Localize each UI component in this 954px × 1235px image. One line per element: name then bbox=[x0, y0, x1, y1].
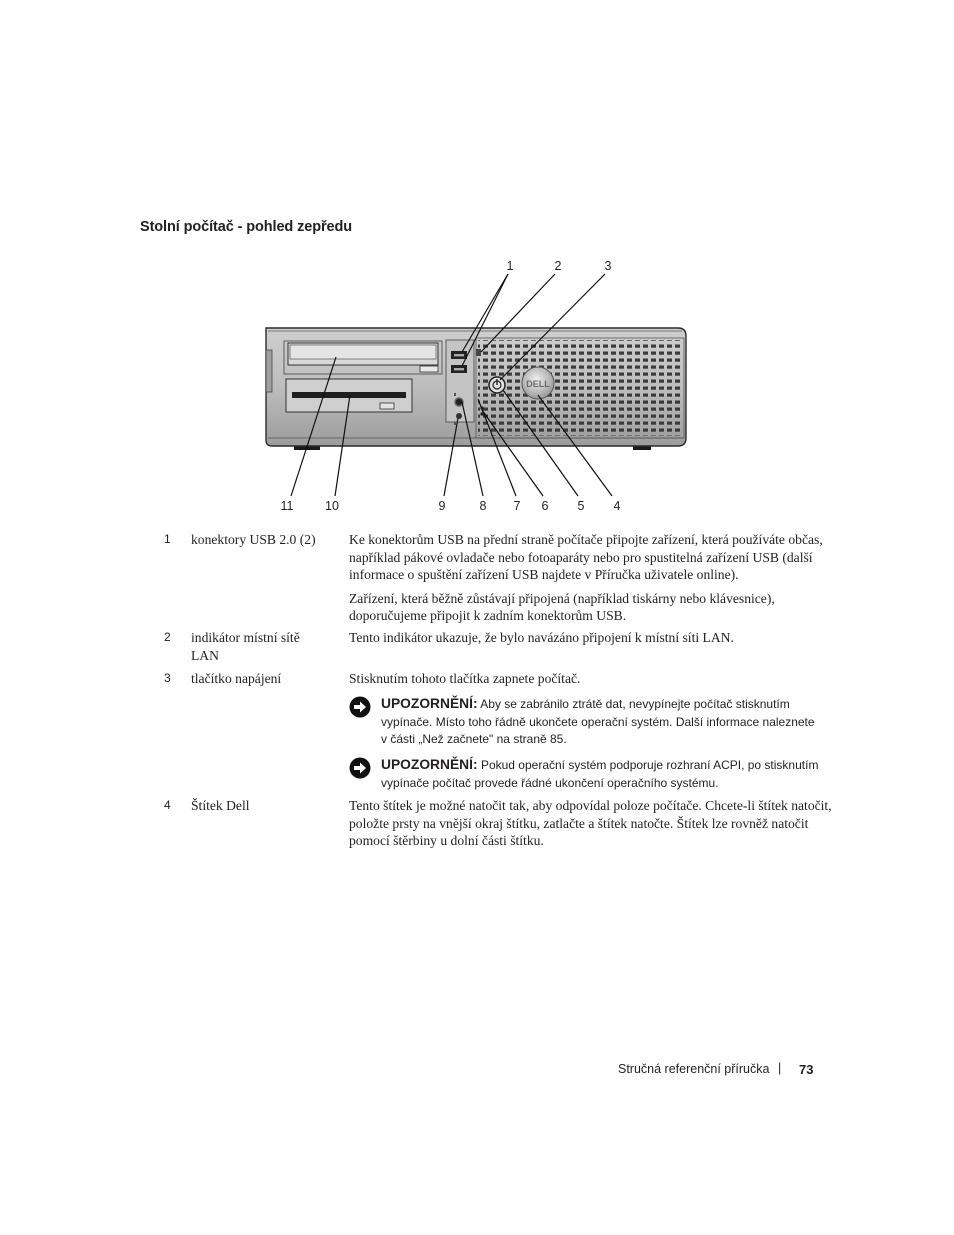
callout-2: 2 bbox=[554, 259, 562, 273]
callout-1: 1 bbox=[506, 259, 514, 273]
floppy-eject-button bbox=[380, 403, 394, 409]
front-vents bbox=[478, 340, 682, 436]
notice-text: Aby se zabránilo ztrátě dat, nevypínejte počítač stisknutím vypínače. Místo toho řádně ukončete operační systém. Další informace naleznete v části „Než začnete" na straně 85. bbox=[381, 697, 815, 746]
callout-5: 5 bbox=[577, 499, 585, 513]
callout-8: 8 bbox=[479, 499, 487, 513]
callout-10: 10 bbox=[325, 499, 339, 513]
description-paragraph: Ke konektorům USB na přední straně počítače připojte zařízení, která používáte občas, například pákové ovladače nebo fotoaparáty nebo pro spustitelná zařízení USB (další informace o spuštění zařízení USB najdete v Příručka uživatele online). bbox=[349, 532, 823, 582]
optical-eject-button bbox=[420, 366, 438, 372]
callout-11: 11 bbox=[280, 499, 294, 513]
description-paragraph: Tento indikátor ukazuje, že bylo navázáno připojení k místní síti LAN. bbox=[349, 630, 734, 645]
description-paragraph: Zařízení, která běžně zůstávají připojená (například tiskárny nebo klávesnice), doporučujeme připojit k zadním konektorům USB. bbox=[349, 590, 775, 623]
row-description bbox=[349, 797, 834, 856]
lan-indicator bbox=[476, 349, 481, 356]
callout-3: 3 bbox=[604, 259, 612, 273]
description-paragraph: Tento štítek je možné natočit tak, aby odpovídal poloze počítače. Chcete-li štítek natočit, položte prsty na vnější okraj štítku, zatlačte a štítek natočte. Štítek lze rovněž natočit pomocí štěrbiny u dolní části štítku. bbox=[349, 798, 832, 848]
notice-title: UPOZORNĚNÍ: bbox=[381, 696, 478, 711]
footer-title: Stručná referenční příručka bbox=[618, 1062, 770, 1076]
microphone-connector bbox=[456, 413, 462, 419]
row-component-name: konektory USB 2.0 (2) bbox=[191, 532, 316, 547]
row-number: 2 bbox=[164, 630, 171, 644]
row-component-name: Štítek Dell bbox=[191, 798, 250, 813]
callout-9: 9 bbox=[438, 499, 446, 513]
row-number: 4 bbox=[164, 798, 171, 812]
row-number: 3 bbox=[164, 671, 171, 685]
description-paragraph: Stisknutím tohoto tlačítka zapnete počítač. bbox=[349, 671, 581, 686]
headphone-connector bbox=[455, 398, 463, 406]
callout-6: 6 bbox=[541, 499, 549, 513]
section-heading: Stolní počítač - pohled zepředu bbox=[140, 219, 352, 235]
notice-arrow-icon bbox=[349, 696, 371, 718]
row-number: 1 bbox=[164, 532, 171, 546]
notice-title: UPOZORNĚNÍ: bbox=[381, 757, 478, 772]
floppy-slot bbox=[292, 392, 406, 398]
row-description bbox=[349, 629, 834, 653]
callout-7: 7 bbox=[513, 499, 521, 513]
row-description bbox=[349, 531, 834, 631]
row-component-name: tlačítko napájení bbox=[191, 671, 282, 686]
notice-arrow-icon bbox=[349, 757, 371, 779]
row-component-name: indikátor místní sítě LAN bbox=[191, 630, 300, 663]
page-number: 73 bbox=[799, 1062, 814, 1077]
dell-badge-text: DELL bbox=[526, 379, 550, 389]
notice-text: Pokud operační systém podporuje rozhraní ACPI, po stisknutím vypínače počítač provede řádné ukončení operačního systému. bbox=[381, 758, 819, 790]
computer-front-illustration bbox=[250, 252, 700, 517]
row-description bbox=[349, 670, 834, 694]
callout-4: 4 bbox=[613, 499, 621, 513]
footer-separator: | bbox=[778, 1061, 782, 1075]
